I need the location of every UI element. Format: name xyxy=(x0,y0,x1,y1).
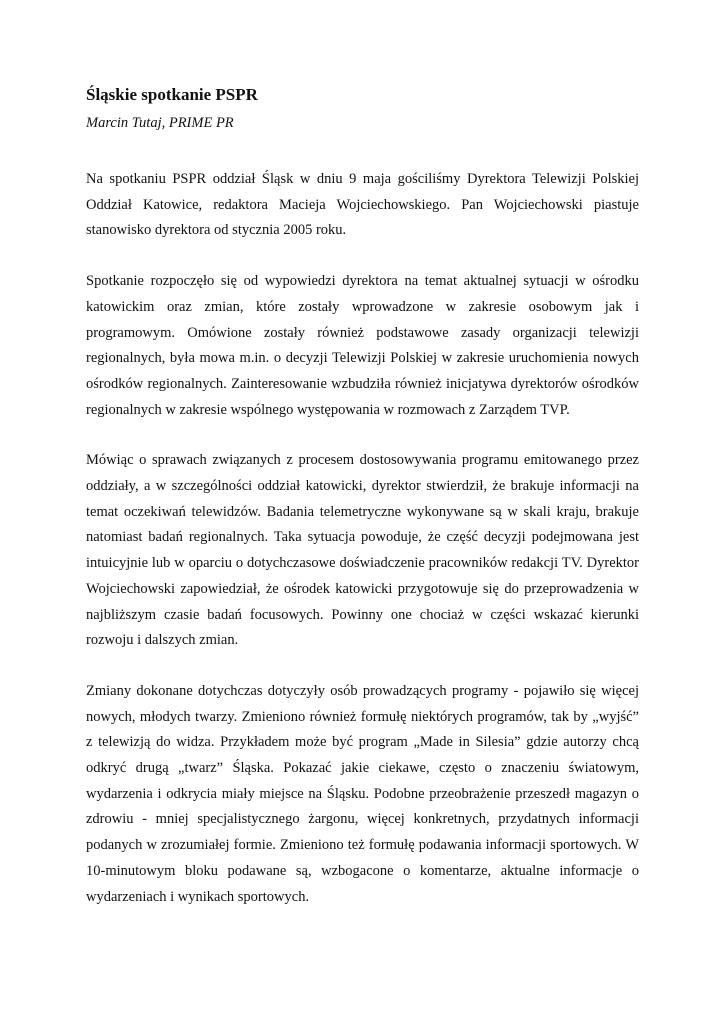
document-page xyxy=(86,84,639,910)
paragraph: Mówiąc o sprawach związanych z procesem dostosowywania programu emitowanego przez oddziały, a w szczególności oddział katowicki, dyrektor stwierdził, że brakuje informacji na temat oczekiwań telewidzów. Badania telemetryczne wykonywane są w skali kraju, brakuje natomiast badań regionalnych. Taka sytuacja powoduje, że część decyzji podejmowana jest intuicyjnie lub w oparciu o dotychczasowe doświadczenie pracowników redakcji TV. Dyrektor Wojciechowski zapowiedział, że ośrodek katowicki przygotowuje się do przeprowadzenia w najbliższym czasie badań focusowych. Powinny one chociaż w części wskazać kierunki rozwoju i dalszych zmian. xyxy=(86,452,639,649)
document-author: Marcin Tutaj, PRIME PR xyxy=(86,115,234,131)
paragraph: Spotkanie rozpoczęło się od wypowiedzi dyrektora na temat aktualnej sytuacji w ośrodku katowickim oraz zmian, które zostały wprowadzone w zakresie osobowym jak i programowym. Omówione zostały również podstawowe zasady organizacji telewizji regionalnych, była mowa m.in. o decyzji Telewizji Polskiej w zakresie uruchomienia nowych ośrodków regionalnych. Zainteresowanie wzbudziła również inicjatywa dyrektorów ośrodków regionalnych w zakresie wspólnego występowania w rozmowach z Zarządem TVP. xyxy=(86,273,639,418)
document-title: Śląskie spotkanie PSPR xyxy=(86,85,258,104)
paragraph: Na spotkaniu PSPR oddział Śląsk w dniu 9 maja gościliśmy Dyrektora Telewizji Polskiej Oddział Katowice, redaktora Macieja Wojciechowskiego. Pan Wojciechowski piastuje stanowisko dyrektora od stycznia 2005 roku. xyxy=(86,171,639,239)
paragraph: Zmiany dokonane dotychczas dotyczyły osób prowadzących programy - pojawiło się więcej nowych, młodych twarzy. Zmieniono również formułę niektórych programów, tak by „wyjść” z telewizją do widza. Przykładem może być program „Made in Silesia” gdzie autorzy chcą odkryć drugą „twarz” Śląska. Pokazać jakie ciekawe, często o znaczeniu światowym, wydarzenia i odkrycia miały miejsce na Śląsku. Podobne przeobrażenie przeszedł magazyn o zdrowiu - mniej specjalistycznego żargonu, więcej konkretnych, przydatnych informacji podanych w zrozumiałej formie. Zmieniono też formułę podawania informacji sportowych. W 10-minutowym bloku podawane są, wzbogacone o komentarze, aktualne informacje o wydarzeniach i wynikach sportowych. xyxy=(86,682,639,905)
